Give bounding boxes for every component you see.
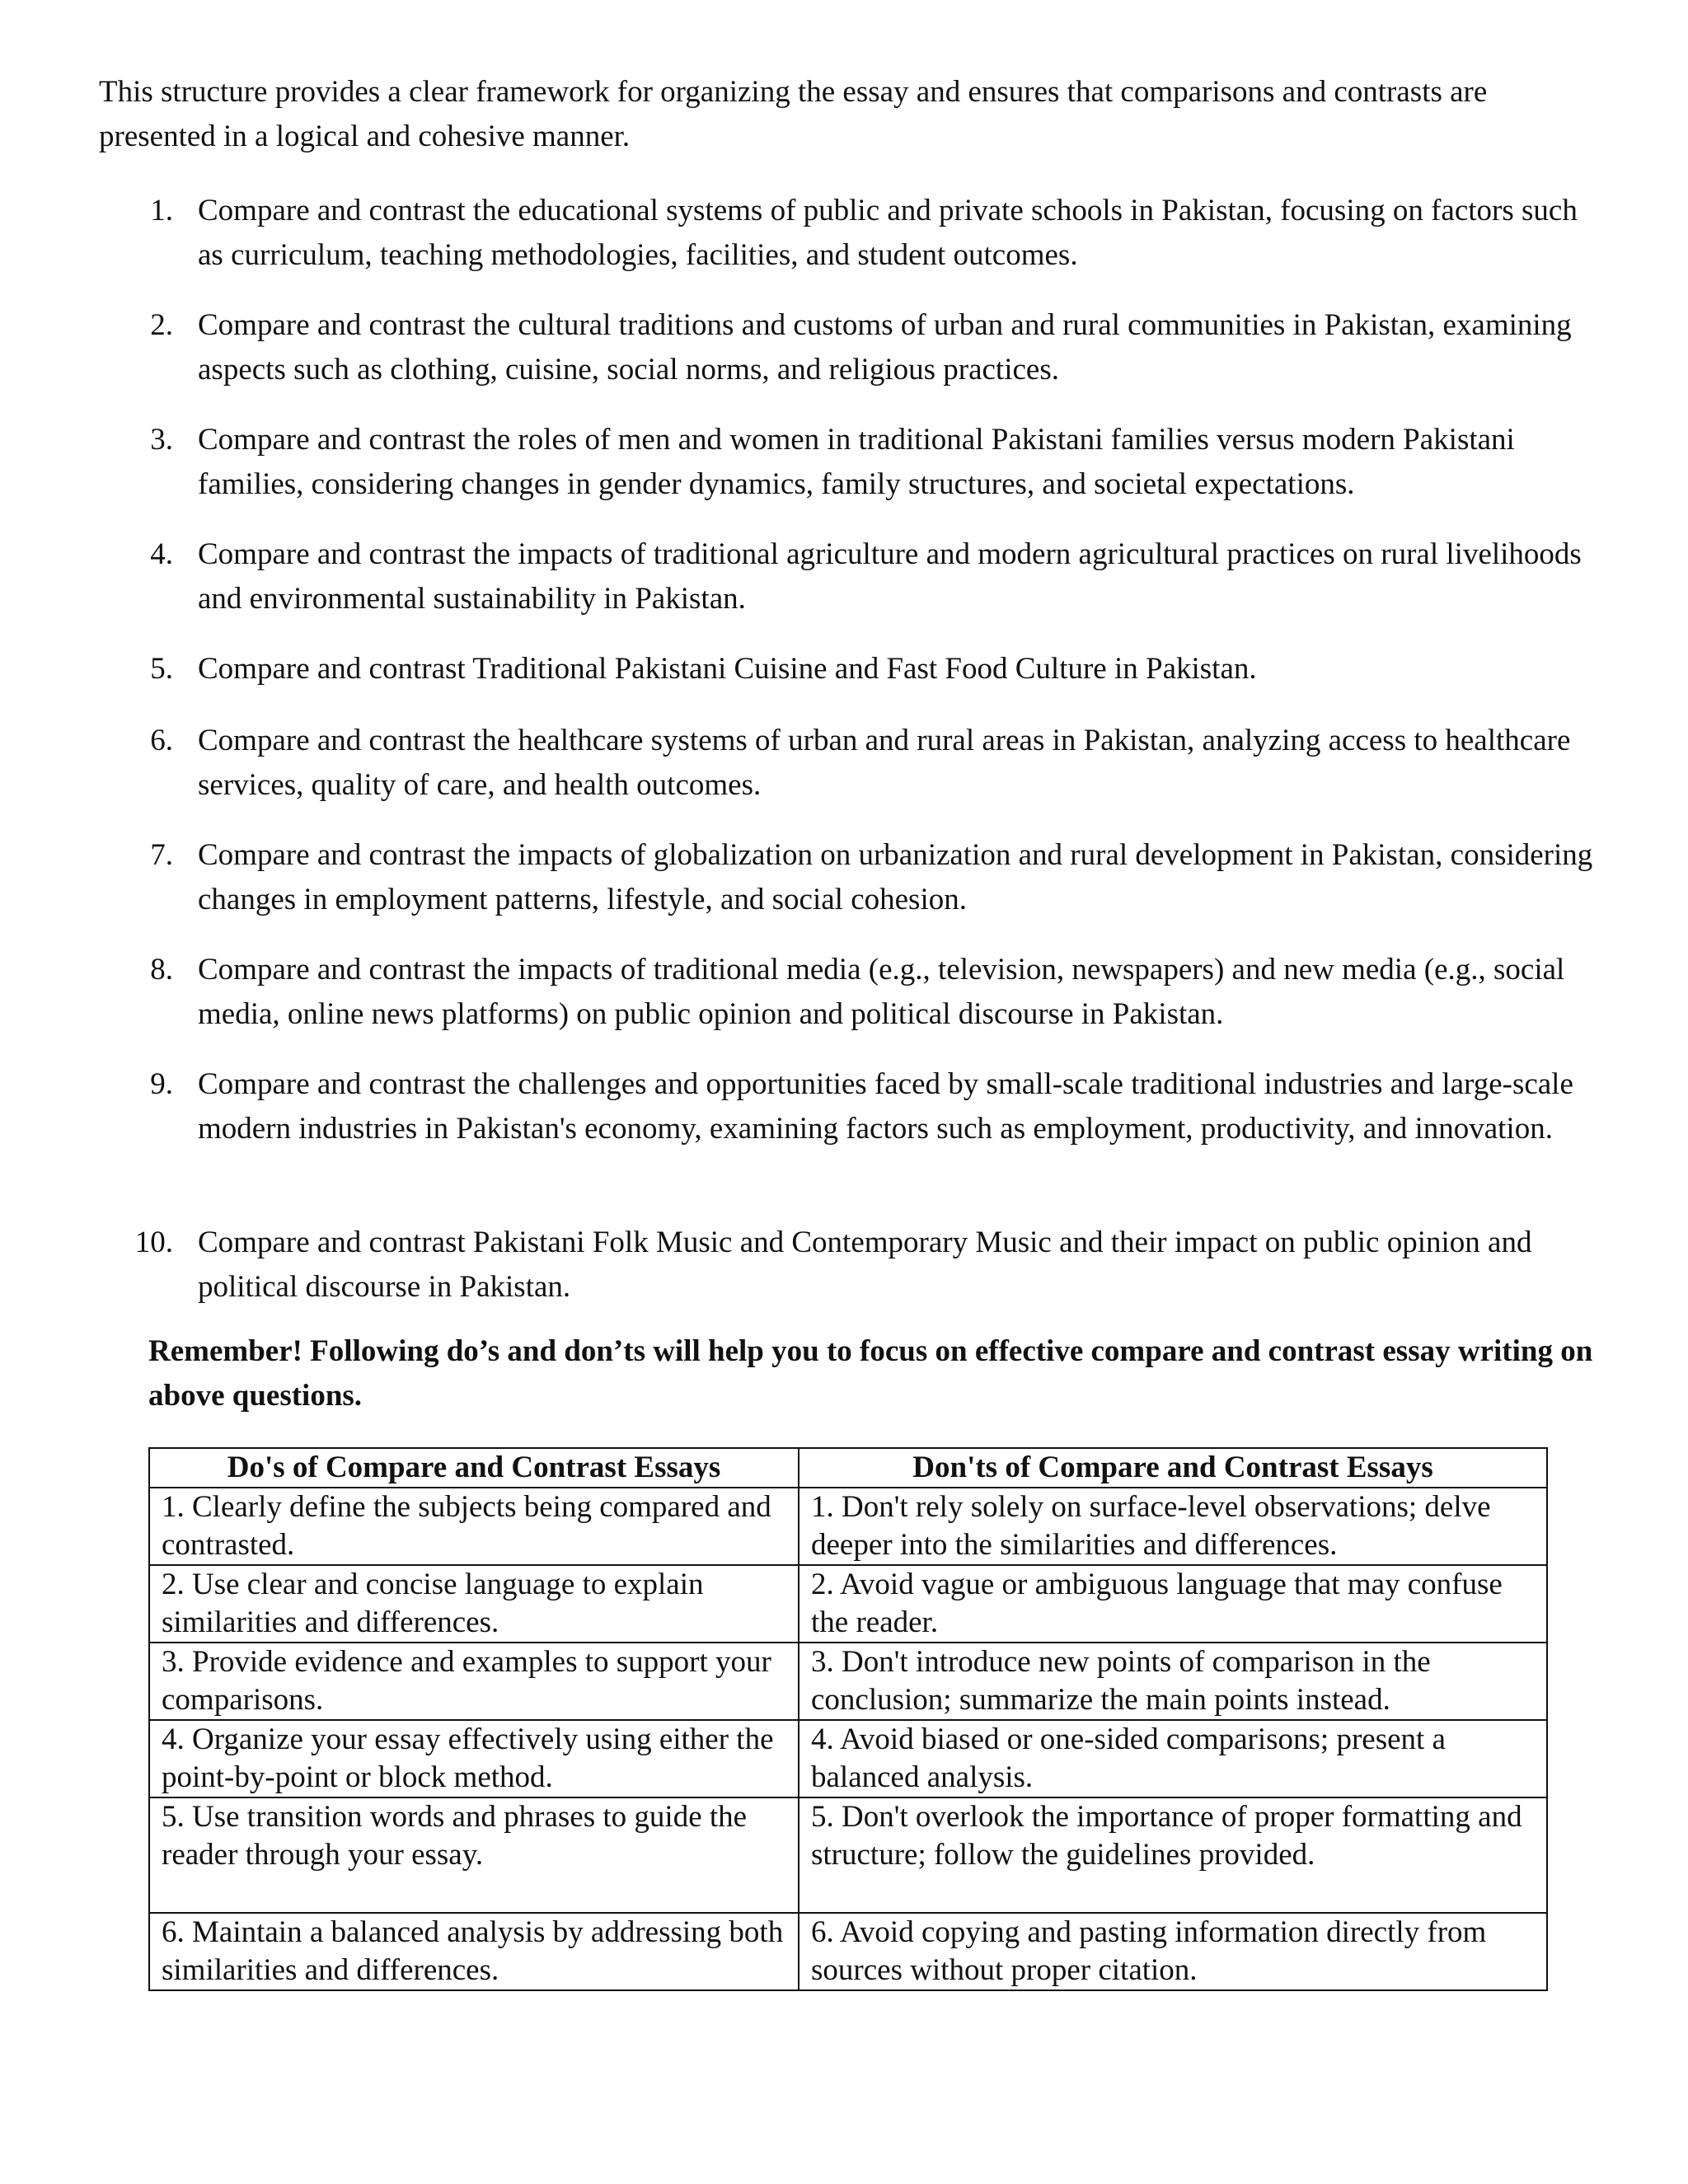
reminder-heading: Remember! Following do’s and don’ts will help you to focus on effective compare and contrast essay writing on above questions. xyxy=(148,1334,1593,1413)
dont-cell: 3. Don't introduce new points of comparison in the conclusion; summarize the main points instead. xyxy=(799,1643,1547,1720)
list-item-text: Compare and contrast the impacts of traditional media (e.g., television, newspapers) and new media (e.g., social media, online news platforms) on public opinion and political discourse in Pakistan. xyxy=(198,953,1565,1031)
do-cell: 3. Provide evidence and examples to support your comparisons. xyxy=(149,1643,799,1720)
list-item-number: 1. xyxy=(150,194,173,227)
list-item-text: Compare and contrast the cultural traditions and customs of urban and rural communities in Pakistan, examining aspects such as clothing, cuisine, social norms, and religious practices. xyxy=(198,308,1572,387)
table-row xyxy=(149,1488,1547,1565)
dont-cell: 4. Avoid biased or one-sided comparisons; present a balanced analysis. xyxy=(799,1720,1547,1797)
list-item-number: 2. xyxy=(150,308,173,342)
table-row xyxy=(149,1797,1547,1913)
list-item-text: Compare and contrast Pakistani Folk Music and Contemporary Music and their impact on public opinion and political discourse in Pakistan. xyxy=(198,1226,1532,1304)
do-cell: 1. Clearly define the subjects being compared and contrasted. xyxy=(149,1488,799,1565)
list-item-text: Compare and contrast the impacts of globalization on urbanization and rural development in Pakistan, considering changes in employment patterns, lifestyle, and social cohesion. xyxy=(198,838,1593,916)
list-item-number: 10. xyxy=(134,1226,173,1259)
list-item-text: Compare and contrast the healthcare systems of urban and rural areas in Pakistan, analyzing access to healthcare services, quality of care, and health outcomes. xyxy=(198,724,1571,802)
list-item-number: 4. xyxy=(150,537,173,571)
do-cell: 4. Organize your essay effectively using either the point-by-point or block method. xyxy=(149,1720,799,1797)
list-item-number: 7. xyxy=(150,838,173,872)
list-item-number: 3. xyxy=(150,423,173,457)
do-cell: 5. Use transition words and phrases to guide the reader through your essay. xyxy=(149,1797,799,1913)
do-cell: 6. Maintain a balanced analysis by addressing both similarities and differences. xyxy=(149,1913,799,1990)
do-cell: 2. Use clear and concise language to explain similarities and differences. xyxy=(149,1565,799,1643)
list-item-text: Compare and contrast the challenges and opportunities faced by small-scale traditional industries and large-scale modern industries in Pakistan's economy, examining factors such as employment, productivity, and innovation. xyxy=(198,1067,1573,1146)
donts-column-header: Don'ts of Compare and Contrast Essays xyxy=(799,1448,1547,1488)
table-row xyxy=(149,1720,1547,1797)
dos-and-donts-table xyxy=(148,1447,1548,1991)
list-item-number: 6. xyxy=(150,724,173,757)
dont-cell: 1. Don't rely solely on surface-level observations; delve deeper into the similarities and differences. xyxy=(799,1488,1547,1565)
dont-cell: 5. Don't overlook the importance of proper formatting and structure; follow the guidelines provided. xyxy=(799,1797,1547,1913)
table-header-row xyxy=(149,1448,1547,1488)
dont-cell: 6. Avoid copying and pasting information directly from sources without proper citation. xyxy=(799,1913,1547,1990)
list-item-text: Compare and contrast the educational systems of public and private schools in Pakistan, focusing on factors such as curriculum, teaching methodologies, facilities, and student outcomes. xyxy=(198,194,1578,272)
dos-column-header: Do's of Compare and Contrast Essays xyxy=(149,1448,799,1488)
list-item-number: 8. xyxy=(150,953,173,987)
table-row xyxy=(149,1565,1547,1643)
list-item-text: Compare and contrast the impacts of traditional agriculture and modern agricultural practices on rural livelihoods and environmental sustainability in Pakistan. xyxy=(198,537,1582,616)
list-item-number: 9. xyxy=(150,1067,173,1101)
table-row xyxy=(149,1643,1547,1720)
list-item-text: Compare and contrast the roles of men and women in traditional Pakistani families versus modern Pakistani families, considering changes in gender dynamics, family structures, and societal expectations. xyxy=(198,423,1515,501)
list-item-text: Compare and contrast Traditional Pakistani Cuisine and Fast Food Culture in Pakistan. xyxy=(198,652,1257,686)
list-item-number: 5. xyxy=(150,652,173,686)
table-row xyxy=(149,1913,1547,1990)
intro-paragraph: This structure provides a clear framework for organizing the essay and ensures that comparisons and contrasts are presented in a logical and cohesive manner. xyxy=(99,75,1488,153)
dont-cell: 2. Avoid vague or ambiguous language that may confuse the reader. xyxy=(799,1565,1547,1643)
